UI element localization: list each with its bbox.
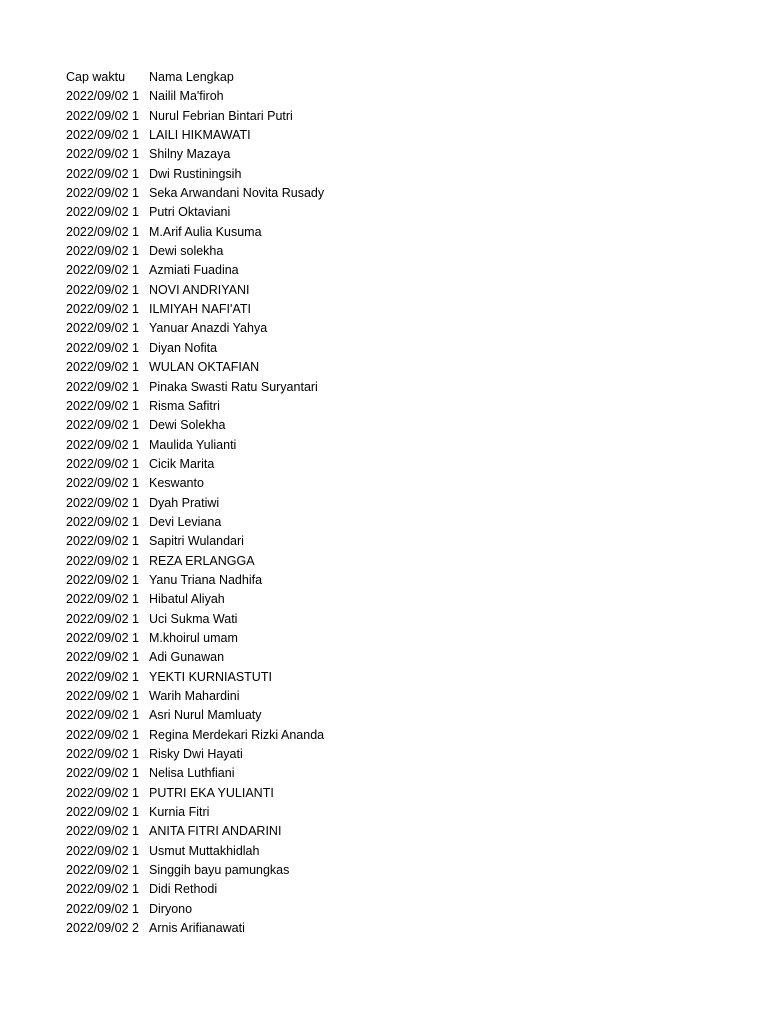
timestamp-cell: 2022/09/02 1 [66,379,139,394]
timestamp-cell: 2022/09/02 1 [66,592,139,607]
table-row [66,687,726,706]
name-cell: NOVI ANDRIYANI [149,282,250,297]
table-row [66,474,726,493]
table-row [66,145,726,164]
name-cell: Azmiati Fuadina [149,263,239,278]
timestamp-cell: 2022/09/02 1 [66,495,139,510]
name-cell: Kurnia Fitri [149,805,210,820]
timestamp-cell: 2022/09/02 1 [66,360,139,375]
table-row [66,764,726,783]
name-cell: Uci Sukma Wati [149,611,238,626]
timestamp-cell: 2022/09/02 1 [66,766,139,781]
timestamp-cell: 2022/09/02 1 [66,398,139,413]
timestamp-cell: 2022/09/02 1 [66,843,139,858]
name-cell: Dyah Pratiwi [149,495,220,510]
timestamp-cell: 2022/09/02 1 [66,476,139,491]
name-cell: YEKTI KURNIASTUTI [149,669,272,684]
timestamp-cell: 2022/09/02 1 [66,244,139,259]
table-row [66,919,726,938]
table-row [66,397,726,416]
name-cell: Sapitri Wulandari [149,534,244,549]
table-row [66,223,726,242]
table-row [66,726,726,745]
name-cell: Putri Oktaviani [149,205,231,220]
table-row [66,648,726,667]
table-row [66,261,726,280]
table-row [66,532,726,551]
name-cell: Maulida Yulianti [149,437,237,452]
timestamp-cell: 2022/09/02 1 [66,534,139,549]
table-row [66,165,726,184]
table-row [66,842,726,861]
timestamp-cell: 2022/09/02 1 [66,437,139,452]
name-cell: Asri Nurul Mamluaty [149,708,262,723]
name-cell: Shilny Mazaya [149,147,231,162]
timestamp-cell: 2022/09/02 1 [66,321,139,336]
name-cell: Nurul Febrian Bintari Putri [149,108,293,123]
table-row [66,184,726,203]
table-row [66,706,726,725]
timestamp-cell: 2022/09/02 1 [66,630,139,645]
name-cell: Diryono [149,901,193,916]
table-row [66,861,726,880]
timestamp-cell: 2022/09/02 1 [66,108,139,123]
timestamp-cell: 2022/09/02 1 [66,418,139,433]
header-nama-lengkap: Nama Lengkap [149,70,234,84]
spreadsheet-table [66,68,726,938]
name-cell: Risky Dwi Hayati [149,747,243,762]
table-row [66,745,726,764]
timestamp-cell: 2022/09/02 1 [66,89,139,104]
table-row [66,784,726,803]
name-cell: Yanuar Anazdi Yahya [149,321,268,336]
table-row [66,822,726,841]
name-cell: Hibatul Aliyah [149,592,225,607]
table-row [66,455,726,474]
timestamp-cell: 2022/09/02 1 [66,147,139,162]
name-cell: Dwi Rustiningsih [149,166,242,181]
table-row [66,300,726,319]
name-cell: Adi Gunawan [149,650,225,665]
table-row [66,339,726,358]
name-cell: Nelisa Luthfiani [149,766,235,781]
timestamp-cell: 2022/09/02 1 [66,205,139,220]
timestamp-cell: 2022/09/02 1 [66,456,139,471]
timestamp-cell: 2022/09/02 2 [66,921,139,936]
table-row [66,416,726,435]
timestamp-cell: 2022/09/02 1 [66,650,139,665]
table-row [66,590,726,609]
table-row [66,203,726,222]
name-cell: Keswanto [149,476,204,491]
name-cell: M.khoirul umam [149,630,238,645]
name-cell: Risma Safitri [149,398,220,413]
table-row [66,552,726,571]
name-cell: Nailil Ma'firoh [149,89,224,104]
timestamp-cell: 2022/09/02 1 [66,514,139,529]
timestamp-cell: 2022/09/02 1 [66,572,139,587]
name-cell: Dewi Solekha [149,418,226,433]
timestamp-cell: 2022/09/02 1 [66,747,139,762]
name-cell: Didi Rethodi [149,882,218,897]
table-row [66,610,726,629]
table-row [66,880,726,899]
timestamp-cell: 2022/09/02 1 [66,882,139,897]
timestamp-cell: 2022/09/02 1 [66,611,139,626]
name-cell: Regina Merdekari Rizki Ananda [149,727,325,742]
timestamp-cell: 2022/09/02 1 [66,708,139,723]
timestamp-cell: 2022/09/02 1 [66,863,139,878]
timestamp-cell: 2022/09/02 1 [66,805,139,820]
table-row [66,319,726,338]
timestamp-cell: 2022/09/02 1 [66,224,139,239]
name-cell: LAILI HIKMAWATI [149,128,251,143]
timestamp-cell: 2022/09/02 1 [66,340,139,355]
name-cell: ANITA FITRI ANDARINI [149,824,282,839]
table-row [66,513,726,532]
table-row [66,358,726,377]
name-cell: M.Arif Aulia Kusuma [149,224,262,239]
name-cell: ILMIYAH NAFI'ATI [149,302,251,317]
table-row [66,900,726,919]
timestamp-cell: 2022/09/02 1 [66,263,139,278]
table-row [66,378,726,397]
table-row [66,126,726,145]
timestamp-cell: 2022/09/02 1 [66,669,139,684]
header-cap-waktu: Cap waktu [66,70,126,84]
timestamp-cell: 2022/09/02 1 [66,302,139,317]
timestamp-cell: 2022/09/02 1 [66,553,139,568]
timestamp-cell: 2022/09/02 1 [66,824,139,839]
timestamp-cell: 2022/09/02 1 [66,128,139,143]
name-cell: WULAN OKTAFIAN [149,360,260,375]
table-row [66,803,726,822]
table-row [66,107,726,126]
timestamp-cell: 2022/09/02 1 [66,186,139,201]
name-cell: Warih Mahardini [149,689,240,703]
timestamp-cell: 2022/09/02 1 [66,689,139,703]
name-cell: Yanu Triana Nadhifa [149,572,263,587]
name-cell: Cicik Marita [149,456,215,471]
table-row [66,629,726,648]
name-cell: Singgih bayu pamungkas [149,863,290,878]
timestamp-cell: 2022/09/02 1 [66,901,139,916]
header-row [66,68,726,87]
name-cell: Pinaka Swasti Ratu Suryantari [149,379,318,394]
name-cell: Diyan Nofita [149,340,218,355]
name-cell: Seka Arwandani Novita Rusady [149,186,325,201]
name-cell: Arnis Arifianawati [149,921,245,936]
timestamp-cell: 2022/09/02 1 [66,166,139,181]
table-row [66,436,726,455]
table-row [66,87,726,106]
name-cell: Usmut Muttakhidlah [149,843,260,858]
table-body [66,87,726,938]
table-row [66,571,726,590]
table-row [66,668,726,687]
timestamp-cell: 2022/09/02 1 [66,727,139,742]
timestamp-cell: 2022/09/02 1 [66,282,139,297]
table-row [66,242,726,261]
table-row [66,494,726,513]
name-cell: Devi Leviana [149,514,222,529]
name-cell: PUTRI EKA YULIANTI [149,785,274,800]
name-cell: Dewi solekha [149,244,224,259]
name-cell: REZA ERLANGGA [149,553,255,568]
timestamp-cell: 2022/09/02 1 [66,785,139,800]
table-row [66,281,726,300]
